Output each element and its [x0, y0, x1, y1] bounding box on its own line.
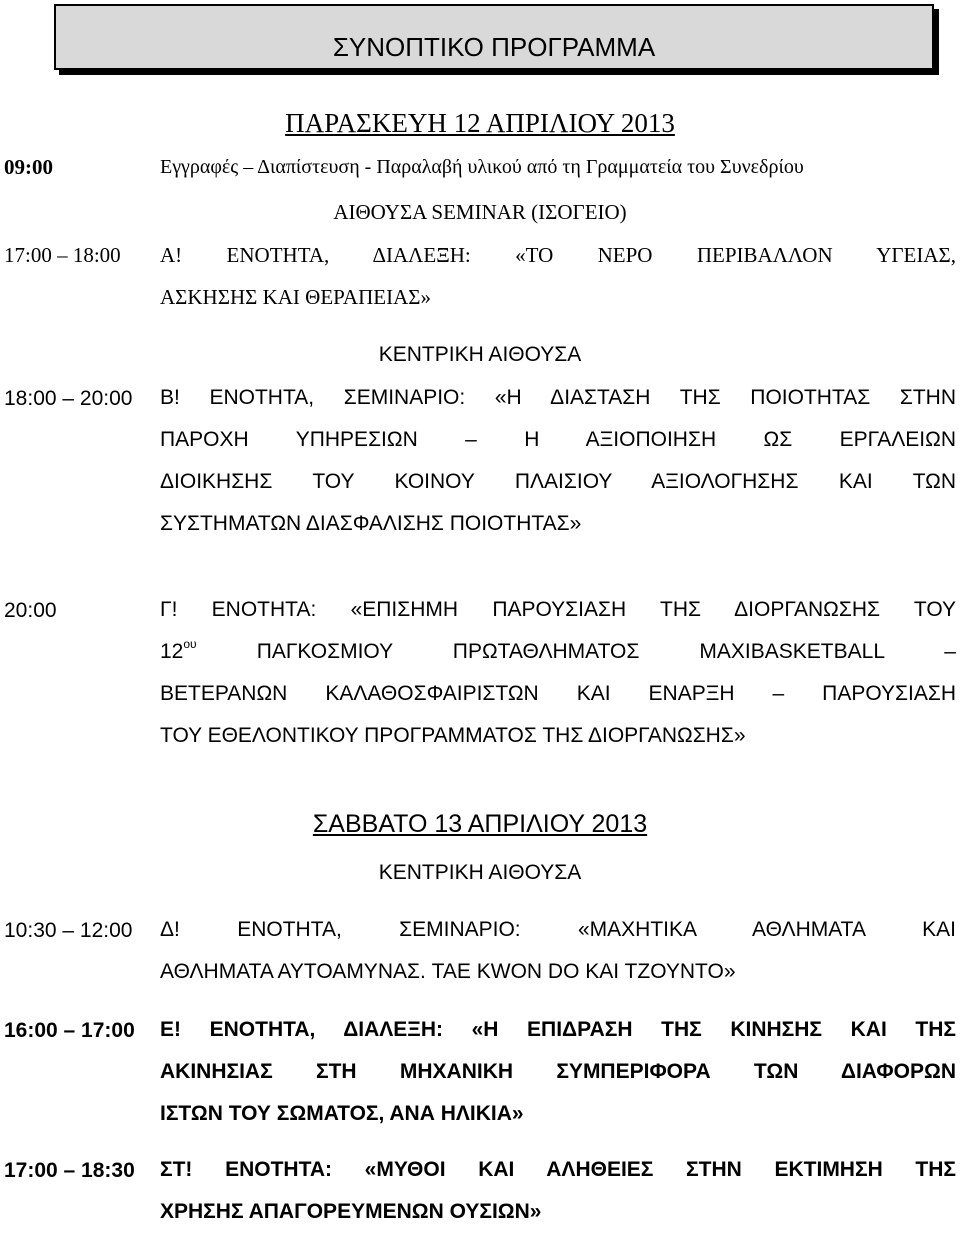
session-e-line-2: ΑΚΙΝΗΣΙΑΣ ΣΤΗ ΜΗΧΑΝΙΚΗ ΣΥΜΠΕΡΙΦΟΡΑ ΤΩΝ ΔΙΑΦΟΡΩΝ	[160, 1060, 956, 1083]
session-c-line-3: ΒΕΤΕΡΑΝΩΝ ΚΑΛΑΘΟΣΦΑΙΡΙΣΤΩΝ ΚΑΙ ΕΝΑΡΞΗ – ΠΑΡΟΥΣΙΑΣΗ	[160, 682, 956, 705]
session-c-ordinal-suffix: ου	[183, 637, 197, 651]
session-f-time: 17:00 – 18:30	[4, 1159, 135, 1182]
session-c-line-2	[160, 631, 956, 673]
session-a-line-1: Α! ΕΝΟΤΗΤΑ, ΔΙΑΛΕΞΗ: «ΤΟ ΝΕΡΟ ΠΕΡΙΒΑΛΛΟΝ ΥΓΕΙΑΣ,	[160, 243, 956, 267]
day1-heading: ΠΑΡΑΣΚΕΥΗ 12 ΑΠΡΙΛΙΟΥ 2013	[285, 108, 675, 138]
page-title: ΣΥΝΟΠΤΙΚΟ ΠΡΟΓΡΑΜΜΑ	[332, 32, 656, 62]
session-d-text	[160, 909, 956, 993]
registration-text-line: Εγγραφές – Διαπίστευση - Παραλαβή υλικού από τη Γραμματεία του Συνεδρίου	[160, 156, 804, 178]
session-a-time: 17:00 – 18:00	[4, 243, 121, 267]
venue-main-day2: ΚΕΝΤΡΙΚΗ ΑΙΘΟΥΣΑ	[378, 861, 582, 884]
session-d-line-2: ΑΘΛΗΜΑΤΑ ΑΥΤΟΑΜΥΝΑΣ. TAE KWON DO ΚΑΙ ΤΖΟΥΝΤΟ»	[160, 960, 736, 983]
session-d-line-1: Δ! ΕΝΟΤΗΤΑ, ΣΕΜΙΝΑΡΙΟ: «ΜΑΧΗΤΙΚΑ ΑΘΛΗΜΑΤΑ ΚΑΙ	[160, 918, 956, 941]
day2-heading: ΣΑΒΒΑΤΟ 13 ΑΠΡΙΛΙΟΥ 2013	[312, 810, 648, 838]
session-b-time: 18:00 – 20:00	[4, 387, 133, 410]
venue-main-day1: ΚΕΝΤΡΙΚΗ ΑΙΘΟΥΣΑ	[378, 343, 582, 366]
session-e-line-1: Ε! ΕΝΟΤΗΤΑ, ΔΙΑΛΕΞΗ: «Η ΕΠΙΔΡΑΣΗ ΤΗΣ ΚΙΝΗΣΗΣ ΚΑΙ ΤΗΣ	[160, 1018, 956, 1041]
venue-seminar: ΑΙΘΟΥΣΑ SEMINAR (ΙΣΟΓΕΙΟ)	[333, 200, 627, 224]
title-box	[54, 4, 934, 70]
session-c-time: 20:00	[4, 599, 57, 622]
session-b-line-1: Β! ΕΝΟΤΗΤΑ, ΣΕΜΙΝΑΡΙΟ: «Η ΔΙΑΣΤΑΣΗ ΤΗΣ ΠΟΙΟΤΗΤΑΣ ΣΤΗΝ	[160, 386, 956, 409]
session-e-text	[160, 1009, 956, 1135]
registration-text	[160, 146, 956, 188]
session-b-line-2: ΠΑΡΟΧΗ ΥΠΗΡΕΣΙΩΝ – Η ΑΞΙΟΠΟΙΗΣΗ ΩΣ ΕΡΓΑΛΕΙΩΝ	[160, 428, 956, 451]
session-c-ordinal: 12	[160, 640, 184, 663]
session-c-line-1: Γ! ΕΝΟΤΗΤΑ: «ΕΠΙΣΗΜΗ ΠΑΡΟΥΣΙΑΣΗ ΤΗΣ ΔΙΟΡΓΑΝΩΣΗΣ ΤΟΥ	[160, 598, 956, 621]
session-f-line-1: ΣΤ! ΕΝΟΤΗΤΑ: «ΜΥΘΟΙ ΚΑΙ ΑΛΗΘΕΙΕΣ ΣΤΗΝ ΕΚΤΙΜΗΣΗ ΤΗΣ	[160, 1158, 956, 1181]
session-a-text	[160, 234, 956, 318]
session-f-line-2: ΧΡΗΣΗΣ ΑΠΑΓΟΡΕΥΜΕΝΩΝ ΟΥΣΙΩΝ»	[160, 1200, 542, 1223]
session-d-time: 10:30 – 12:00	[4, 919, 133, 942]
session-a-line-2: ΑΣΚΗΣΗΣ ΚΑΙ ΘΕΡΑΠΕΙΑΣ»	[160, 285, 431, 309]
registration-time: 09:00	[4, 155, 53, 179]
session-e-line-3: ΙΣΤΩΝ ΤΟΥ ΣΩΜΑΤΟΣ, ΑΝΑ ΗΛΙΚΙΑ»	[160, 1102, 524, 1125]
session-b-line-3: ΔΙΟΙΚΗΣΗΣ ΤΟΥ ΚΟΙΝΟΥ ΠΛΑΙΣΙΟΥ ΑΞΙΟΛΟΓΗΣΗΣ ΚΑΙ ΤΩΝ	[160, 470, 956, 493]
session-e-time: 16:00 – 17:00	[4, 1019, 135, 1042]
session-f-text	[160, 1149, 956, 1233]
session-c-line-2-text: ΠΑΓΚΟΣΜΙΟΥ ΠΡΩΤΑΘΛΗΜΑΤΟΣ MAXIBASKETBALL –	[256, 640, 956, 663]
session-c-line-4: ΤΟΥ ΕΘΕΛΟΝΤΙΚΟΥ ΠΡΟΓΡΑΜΜΑΤΟΣ ΤΗΣ ΔΙΟΡΓΑΝΩΣΗΣ»	[160, 724, 746, 747]
session-b-line-4: ΣΥΣΤΗΜΑΤΩΝ ΔΙΑΣΦΑΛΙΣΗΣ ΠΟΙΟΤΗΤΑΣ»	[160, 512, 582, 535]
session-c-text	[160, 589, 956, 757]
session-b-text	[160, 377, 956, 545]
